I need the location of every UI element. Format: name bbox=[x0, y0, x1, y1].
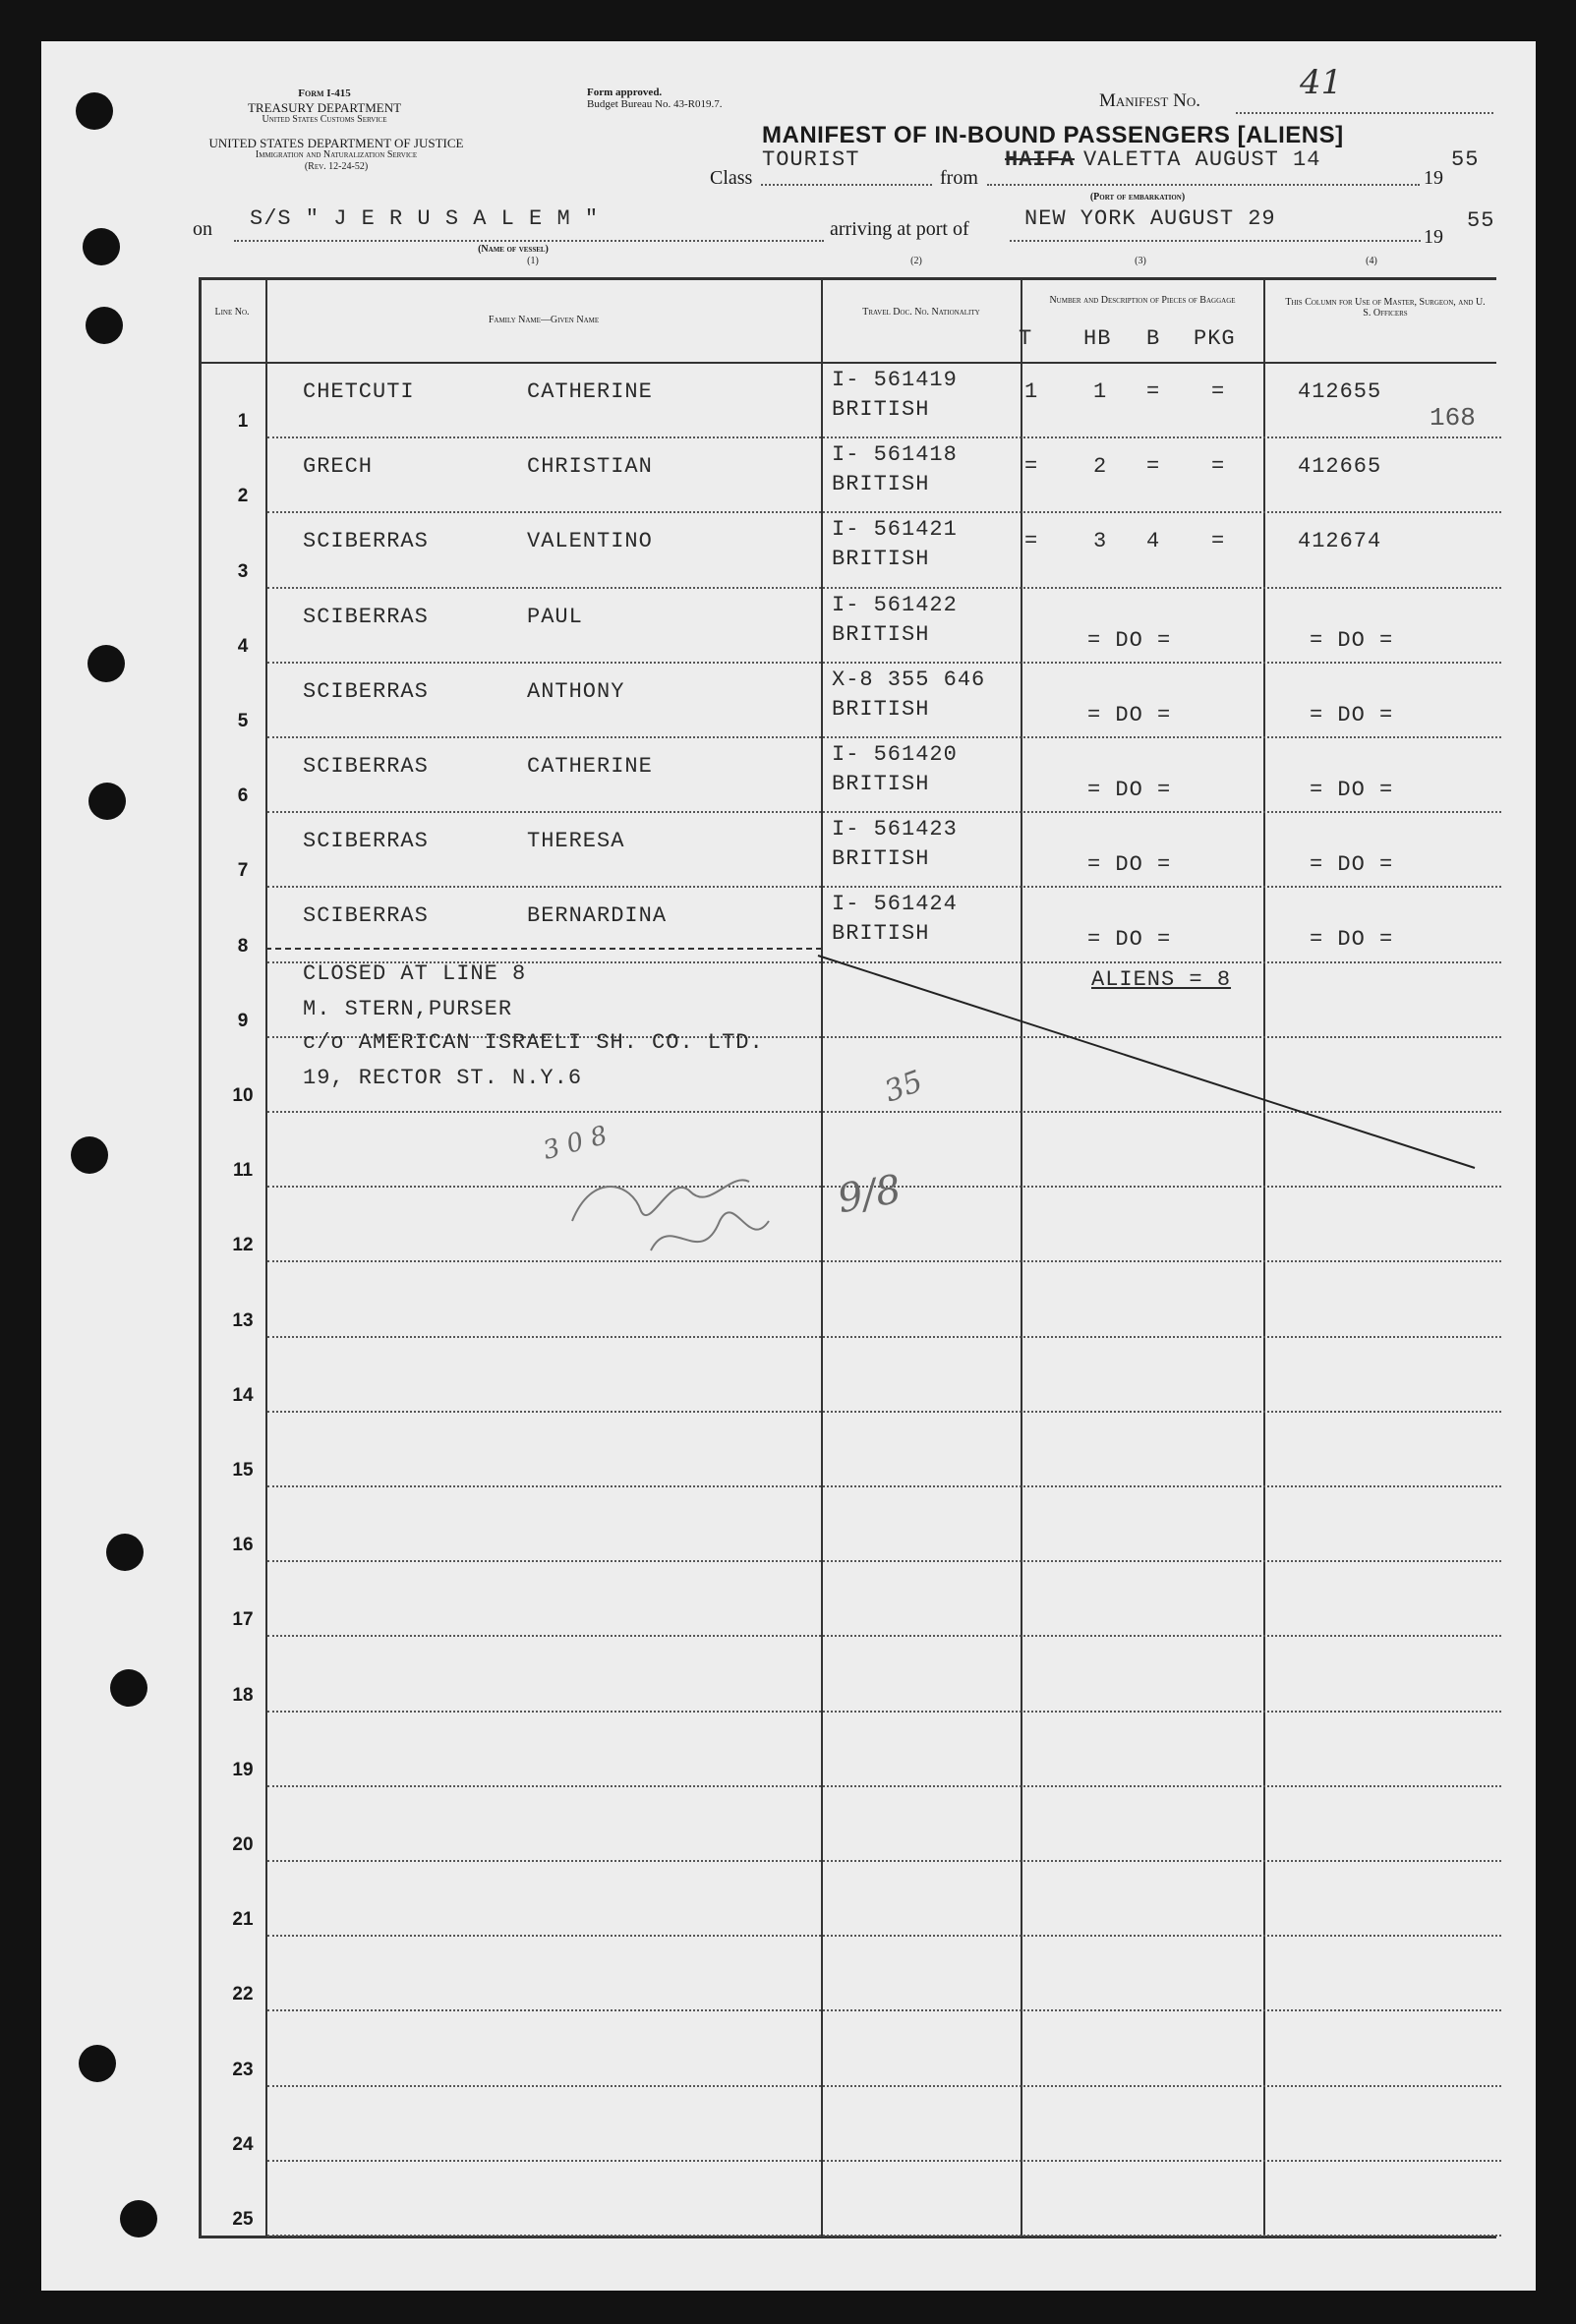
line-number: 4 bbox=[237, 635, 249, 657]
baggage-b: = bbox=[1146, 454, 1161, 480]
nationality: BRITISH bbox=[832, 472, 930, 497]
line-number: 7 bbox=[237, 860, 249, 882]
header-travel-doc: Travel Doc. No. Nationality bbox=[862, 307, 980, 318]
travel-doc-number: I- 561422 bbox=[832, 592, 958, 617]
baggage-t: = bbox=[1024, 529, 1039, 554]
family-name: SCIBERRAS bbox=[303, 604, 429, 629]
family-name: CHETCUTI bbox=[303, 379, 415, 404]
year-prefix-2: 19 bbox=[1424, 226, 1443, 248]
given-name: THERESA bbox=[527, 829, 625, 854]
family-name: SCIBERRAS bbox=[303, 678, 429, 704]
line-number: 10 bbox=[232, 1085, 254, 1106]
baggage-ditto: = DO = bbox=[1087, 627, 1172, 653]
officer-ditto: = DO = bbox=[1310, 852, 1394, 878]
officer-number: 412655 bbox=[1298, 379, 1382, 404]
nationality: BRITISH bbox=[832, 621, 930, 647]
nationality: BRITISH bbox=[832, 547, 930, 572]
baggage-t: = bbox=[1024, 454, 1039, 480]
baggage-ditto: = DO = bbox=[1087, 927, 1172, 953]
line-number: 8 bbox=[237, 935, 249, 957]
baggage-t: 1 bbox=[1024, 379, 1039, 404]
baggage-pkg-header: PKG bbox=[1194, 326, 1236, 351]
officer-number: 412665 bbox=[1298, 454, 1382, 480]
line-number: 11 bbox=[232, 1160, 254, 1182]
col-2-number: (2) bbox=[910, 256, 922, 266]
customs-service: United States Customs Service bbox=[262, 114, 387, 125]
line-number: 19 bbox=[232, 1759, 254, 1780]
col-3-number: (3) bbox=[1135, 256, 1146, 266]
handwritten-note-1: 3 0 8 bbox=[540, 1120, 611, 1167]
travel-doc-number: I- 561420 bbox=[832, 742, 958, 767]
on-label: on bbox=[193, 218, 212, 240]
manifest-number: 41 bbox=[1300, 63, 1343, 102]
line-number: 25 bbox=[232, 2209, 254, 2230]
baggage-hb: 2 bbox=[1093, 454, 1108, 480]
year-1: 55 bbox=[1451, 147, 1480, 172]
nationality: BRITISH bbox=[832, 921, 930, 947]
vessel-name: S/S " J E R U S A L E M " bbox=[250, 206, 600, 231]
baggage-pkg: = bbox=[1211, 529, 1226, 554]
line-number: 23 bbox=[232, 2059, 254, 2080]
given-name: ANTHONY bbox=[527, 678, 625, 704]
baggage-ditto: = DO = bbox=[1087, 778, 1172, 802]
closing-line-2: M. STERN,PURSER bbox=[303, 997, 513, 1021]
form-approved: Form approved. bbox=[587, 87, 663, 98]
given-name: BERNARDINA bbox=[527, 903, 668, 929]
travel-doc-number: I- 561424 bbox=[832, 892, 958, 917]
given-name: PAUL bbox=[527, 604, 583, 629]
officer-ditto: = DO = bbox=[1310, 702, 1394, 727]
aliens-total: ALIENS = 8 bbox=[1091, 967, 1232, 992]
closing-line-1: CLOSED AT LINE 8 bbox=[303, 961, 527, 986]
line-number: 5 bbox=[237, 711, 249, 731]
nationality: BRITISH bbox=[832, 397, 930, 422]
class-label: Class bbox=[710, 167, 753, 189]
port-embarkation-caption: (Port of embarkation) bbox=[1089, 192, 1186, 203]
line-number: 2 bbox=[237, 486, 249, 507]
class-value: TOURIST bbox=[762, 147, 860, 172]
family-name: SCIBERRAS bbox=[303, 529, 429, 554]
travel-doc-number: I- 561419 bbox=[832, 368, 958, 392]
line-number: 12 bbox=[232, 1235, 254, 1256]
immigration-service: Immigration and Naturalization Service bbox=[255, 149, 418, 160]
officer-ditto: = DO = bbox=[1310, 778, 1394, 802]
arrival-value: NEW YORK AUGUST 29 bbox=[1024, 206, 1276, 231]
year-prefix-1: 19 bbox=[1424, 167, 1443, 189]
family-name: SCIBERRAS bbox=[303, 754, 429, 779]
family-name: SCIBERRAS bbox=[303, 829, 429, 854]
line-number: 15 bbox=[232, 1460, 254, 1481]
manifest-no-label: Manifest No. bbox=[1099, 90, 1200, 111]
line-number: 20 bbox=[232, 1834, 254, 1855]
line-number: 14 bbox=[232, 1384, 254, 1406]
header-officers: This Column for Use of Master, Surgeon, and U. S. Officers bbox=[1285, 297, 1486, 319]
from-value: VALETTA AUGUST 14 bbox=[1083, 147, 1321, 172]
handwritten-scribble-2 bbox=[651, 1212, 769, 1250]
travel-doc-number: I- 561423 bbox=[832, 817, 958, 842]
arriving-label: arriving at port of bbox=[830, 218, 969, 240]
baggage-b-header: B bbox=[1146, 326, 1161, 351]
justice-department: UNITED STATES DEPARTMENT OF JUSTICE bbox=[208, 136, 464, 150]
handwritten-note-3: 9/8 bbox=[834, 1166, 905, 1223]
travel-doc-number: I- 561421 bbox=[832, 517, 958, 543]
budget-bureau: Budget Bureau No. 43-R019.7. bbox=[587, 98, 723, 110]
line-number: 6 bbox=[237, 785, 249, 807]
line-number: 22 bbox=[232, 1984, 254, 2005]
line-number: 9 bbox=[237, 1010, 249, 1031]
baggage-b: = bbox=[1146, 379, 1161, 404]
nationality: BRITISH bbox=[832, 772, 930, 796]
closing-line-3: c/o AMERICAN ISRAELI SH. CO. LTD. bbox=[303, 1030, 764, 1055]
line-number: 1 bbox=[237, 411, 249, 433]
line-number: 21 bbox=[232, 1909, 254, 1931]
baggage-hb: 1 bbox=[1093, 379, 1108, 404]
baggage-ditto: = DO = bbox=[1087, 852, 1172, 878]
annotation-overlay bbox=[41, 41, 1536, 2291]
officer-number: 412674 bbox=[1298, 529, 1382, 554]
given-name: VALENTINO bbox=[527, 529, 653, 554]
handwritten-note-2: 35 bbox=[880, 1064, 928, 1110]
header-line-no: Line No. bbox=[214, 307, 250, 318]
closing-line-4: 19, RECTOR ST. N.Y.6 bbox=[303, 1066, 583, 1090]
from-struck: HAIFA bbox=[1005, 147, 1076, 172]
header-baggage: Number and Description of Pieces of Baggage bbox=[1049, 295, 1236, 306]
margin-note: 168 bbox=[1430, 403, 1476, 433]
line-number: 18 bbox=[232, 1684, 254, 1706]
manifest-sheet bbox=[41, 41, 1536, 2291]
form-revision: (Rev. 12-24-52) bbox=[304, 161, 369, 172]
line-number: 17 bbox=[232, 1609, 254, 1631]
year-2: 55 bbox=[1467, 208, 1495, 233]
vessel-caption: (Name of vessel) bbox=[478, 244, 549, 255]
line-number: 13 bbox=[232, 1309, 254, 1331]
baggage-pkg: = bbox=[1211, 379, 1226, 404]
baggage-pkg: = bbox=[1211, 454, 1226, 480]
family-name: SCIBERRAS bbox=[303, 903, 429, 929]
baggage-ditto: = DO = bbox=[1087, 702, 1172, 727]
closing-slash-line bbox=[818, 956, 1475, 1168]
travel-doc-number: X-8 355 646 bbox=[832, 667, 986, 692]
nationality: BRITISH bbox=[832, 846, 930, 872]
officer-ditto: = DO = bbox=[1310, 927, 1394, 953]
from-label: from bbox=[940, 167, 978, 189]
baggage-hb: 3 bbox=[1093, 529, 1108, 554]
officer-ditto: = DO = bbox=[1310, 627, 1394, 653]
page-title: MANIFEST OF IN-BOUND PASSENGERS [ALIENS] bbox=[762, 122, 1344, 148]
travel-doc-number: I- 561418 bbox=[832, 442, 958, 468]
baggage-b: 4 bbox=[1146, 529, 1161, 554]
given-name: CATHERINE bbox=[527, 754, 653, 779]
nationality: BRITISH bbox=[832, 696, 930, 722]
baggage-t-header: T bbox=[1019, 326, 1033, 351]
baggage-hb-header: HB bbox=[1083, 326, 1112, 351]
line-number: 3 bbox=[237, 560, 249, 582]
given-name: CHRISTIAN bbox=[527, 454, 653, 480]
family-name: GRECH bbox=[303, 454, 374, 480]
treasury-department: TREASURY DEPARTMENT bbox=[247, 100, 402, 115]
col-4-number: (4) bbox=[1366, 256, 1377, 266]
header-family-name: Family Name—Given Name bbox=[488, 315, 600, 325]
form-number: Form I-415 bbox=[298, 87, 351, 99]
line-number: 24 bbox=[232, 2133, 254, 2155]
col-1-number: (1) bbox=[527, 256, 539, 266]
given-name: CATHERINE bbox=[527, 379, 653, 404]
line-number: 16 bbox=[232, 1535, 254, 1556]
